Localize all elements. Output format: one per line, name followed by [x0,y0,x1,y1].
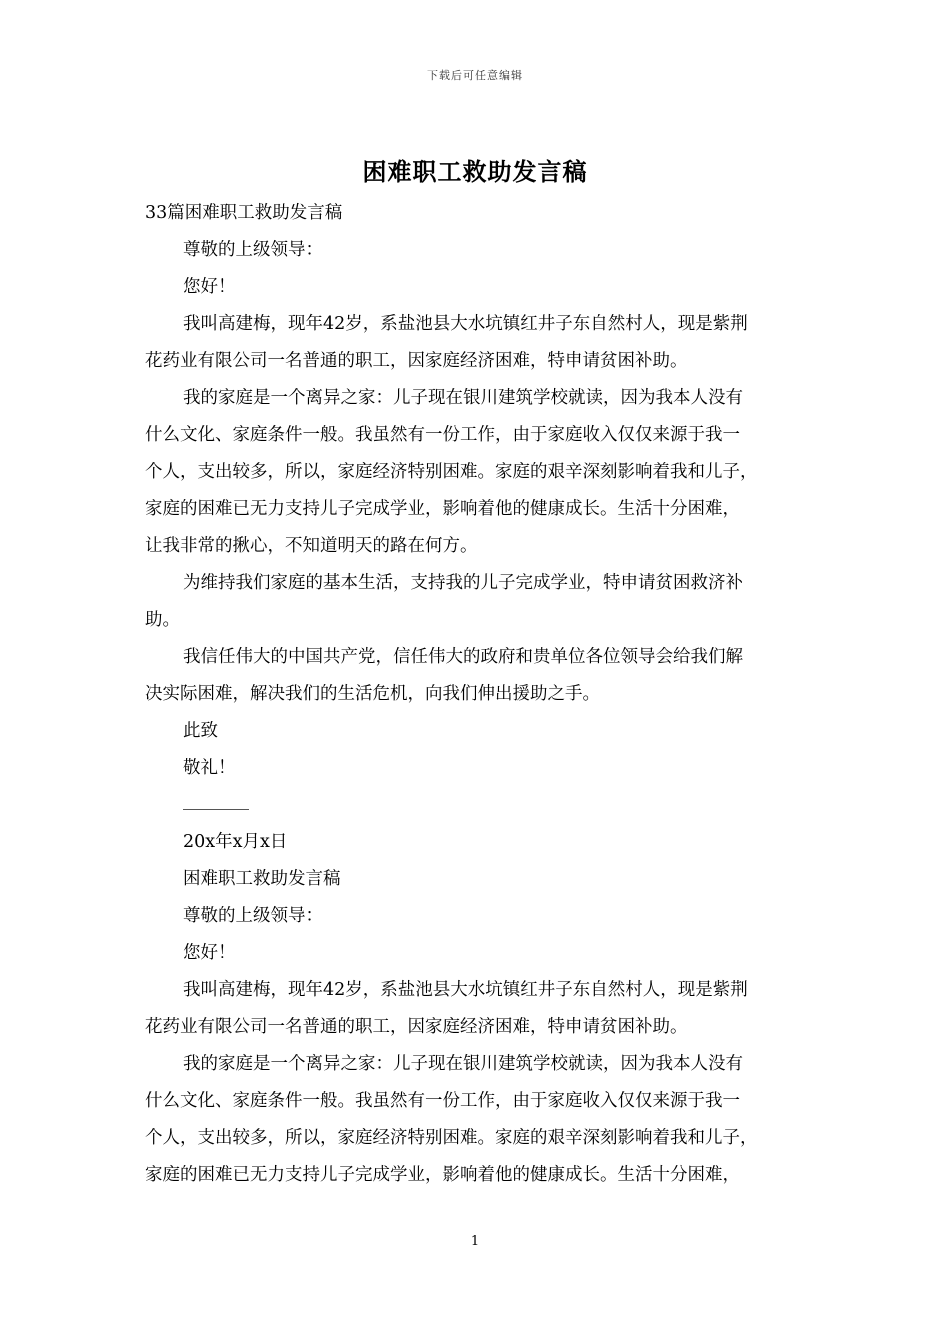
text-line: 个人，支出较多，所以，家庭经济特别困难。家庭的艰辛深刻影响着我和儿子， [145,462,758,482]
text-line: 敬礼！ [183,758,236,778]
text-line: 尊敬的上级领导： [183,906,323,926]
text-line: 20x年x月x日 [183,832,288,852]
text-line: 您好！ [183,943,236,963]
signature-separator [145,787,810,824]
text-line: 助。 [145,610,180,630]
text-line: 家庭的困难已无力支持儿子完成学业，影响着他的健康成长。生活十分困难， [145,499,740,519]
text-line: 我的家庭是一个离异之家：儿子现在银川建筑学校就读，因为我本人没有 [183,388,743,408]
text-line: 花药业有限公司一名普通的职工，因家庭经济困难，特申请贫困补助。 [145,351,688,371]
text-line: 我信任伟大的中国共产党，信任伟大的政府和贵单位各位领导会给我们解 [183,647,743,667]
document-title: 困难职工救助发言稿 [362,157,588,186]
text-line: 花药业有限公司一名普通的职工，因家庭经济困难，特申请贫困补助。 [145,1017,688,1037]
text-line: 我叫高建梅，现年42岁，系盐池县大水坑镇红井子东自然村人，现是紫荆 [183,314,748,334]
text-line: 个人，支出较多，所以，家庭经济特别困难。家庭的艰辛深刻影响着我和儿子， [145,1128,758,1148]
text-line: 此致 [183,721,218,741]
header-note: 下载后可任意编辑 [427,69,523,82]
separator-rule [183,809,249,810]
text-line: 我的家庭是一个离异之家：儿子现在银川建筑学校就读，因为我本人没有 [183,1054,743,1074]
text-line: 我叫高建梅，现年42岁，系盐池县大水坑镇红井子东自然村人，现是紫荆 [183,980,748,1000]
text-line: 33篇困难职工救助发言稿 [145,203,343,223]
text-line: 困难职工救助发言稿 [183,869,341,889]
page-number: 1 [470,1234,480,1249]
text-line: 决实际困难，解决我们的生活危机，向我们伸出援助之手。 [145,684,600,704]
text-line: 尊敬的上级领导： [183,240,323,260]
text-line: 什么文化、家庭条件一般。我虽然有一份工作，由于家庭收入仅仅来源于我一 [145,1091,740,1111]
text-line: 什么文化、家庭条件一般。我虽然有一份工作，由于家庭收入仅仅来源于我一 [145,425,740,445]
text-line: 让我非常的揪心，不知道明天的路在何方。 [145,536,478,556]
text-line: 您好！ [183,277,236,297]
document-body [145,195,810,1194]
text-line: 为维持我们家庭的基本生活，支持我的儿子完成学业，特申请贫困救济补 [183,573,743,593]
text-line: 家庭的困难已无力支持儿子完成学业，影响着他的健康成长。生活十分困难， [145,1165,740,1185]
